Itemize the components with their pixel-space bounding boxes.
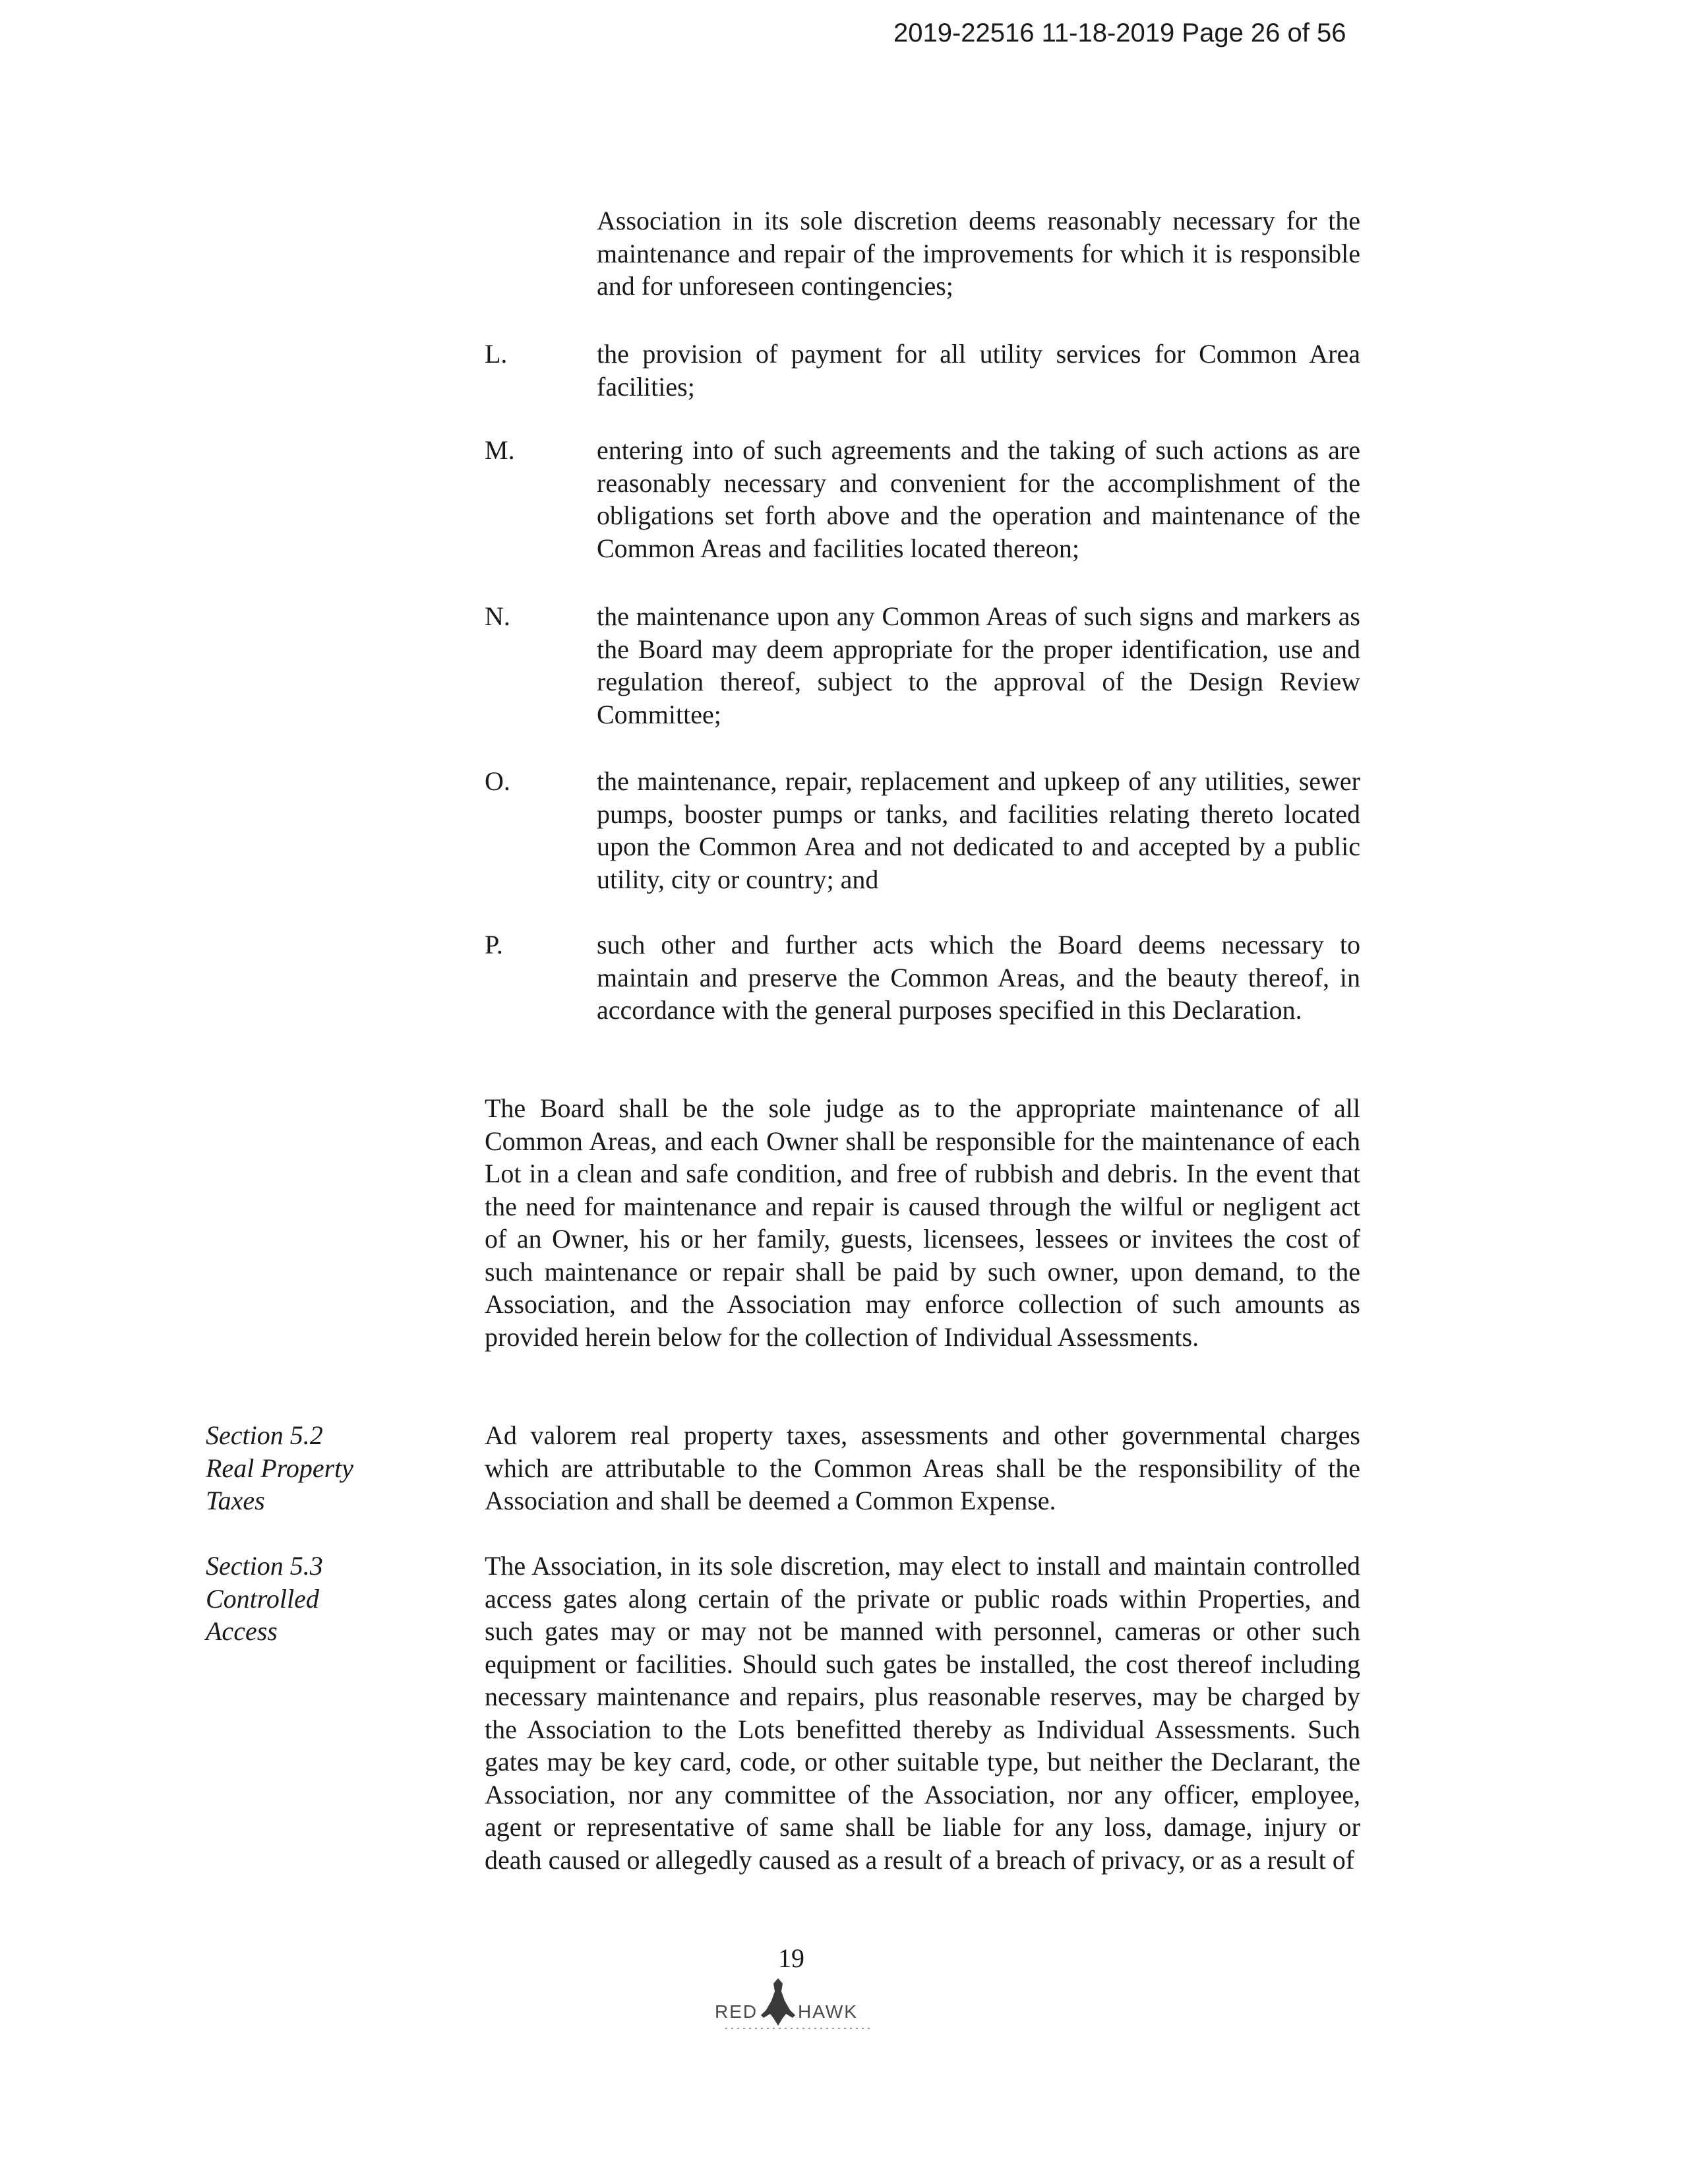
- recording-stamp: 2019-22516 11-18-2019 Page 26 of 56: [893, 18, 1346, 47]
- item-label-m: M.: [485, 435, 515, 465]
- item-label-o: O.: [485, 766, 510, 796]
- item-text-o: the maintenance, repair, replacement and upkeep of any utilities, sewer pumps, booster pumps or tanks, and facilities relating thereto located upon the Common Area and not dedicated to and accepted by a public utility, city or country; and: [597, 766, 1360, 894]
- item-label-p: P.: [485, 930, 503, 959]
- item-text-m: entering into of such agreements and the taking of such actions as are reasonably necessary and convenient for the accomplishment of the obligations set forth above and the operation and maintenance of the Common Areas and facilities located thereon;: [597, 435, 1360, 563]
- item-text-n: the maintenance upon any Common Areas of such signs and markers as the Board may deem appropriate for the proper identification, use and regulation thereof, subject to the approval of the Design Review Committee;: [597, 601, 1360, 729]
- page-number: 19: [778, 1943, 804, 1973]
- section-5-3-heading-line1: Section 5.3: [206, 1551, 323, 1581]
- section-5-2-text: Ad valorem real property taxes, assessments and other governmental charges which are attributable to the Common Areas shall be the responsibility of the Association and shall be deemed a Common Expense.: [485, 1420, 1360, 1515]
- red-hawk-logo: [699, 1977, 897, 2043]
- section-5-3-heading: [206, 1550, 390, 1648]
- item-label-n: N.: [485, 601, 510, 631]
- section-5-2-heading-line3: Taxes: [206, 1486, 265, 1515]
- section-5-2-heading-line1: Section 5.2: [206, 1420, 323, 1450]
- item-text-p: such other and further acts which the Board deems necessary to maintain and preserve the Common Areas, and the beauty thereof, in accordance with the general purposes specified in this Declaration.: [597, 930, 1360, 1025]
- logo-text-hawk: HAWK: [798, 2001, 858, 2022]
- continuation-paragraph: Association in its sole discretion deems reasonably necessary for the maintenance and repair of the improvements for which it is responsible and for unforeseen contingencies;: [597, 206, 1360, 301]
- section-5-3-text: The Association, in its sole discretion, may elect to install and maintain controlled access gates along certain of the private or public roads within Properties, and such gates may or may not be manned with personnel, cameras or other such equipment or facilities. Should such gates be installed, the cost thereof including necessary maintenance and repairs, plus reasonable reserves, may be charged by the Association to the Lots benefitted thereby as Individual Assessments. Such gates may be key card, code, or other suitable type, but neither the Declarant, the Association, nor any committee of the Association, nor any officer, employee, agent or representative of same shall be liable for any loss, damage, injury or death caused or allegedly caused as a result of a breach of privacy, or as a result of: [485, 1551, 1360, 1875]
- section-5-2-heading: [206, 1419, 390, 1517]
- section-5-3-heading-line2: Controlled: [206, 1583, 319, 1614]
- logo-text-red: RED: [715, 2001, 758, 2022]
- section-5-2-heading-line2: Real Property: [206, 1453, 354, 1483]
- board-maintenance-paragraph: The Board shall be the sole judge as to the appropriate maintenance of all Common Areas, and each Owner shall be responsible for the maintenance of each Lot in a clean and safe condition, and free of rubbish and debris. In the event that the need for maintenance and repair is caused through the wilful or negligent act of an Owner, his or her family, guests, licensees, lessees or invitees the cost of such maintenance or repair shall be paid by such owner, upon demand, to the Association, and the Association may enforce collection of such amounts as provided herein below for the collection of Individual Assessments.: [485, 1093, 1360, 1352]
- section-5-3-heading-line3: Access: [206, 1616, 278, 1646]
- item-label-l: L.: [485, 339, 508, 369]
- item-text-l: the provision of payment for all utility services for Common Area facilities;: [597, 339, 1360, 402]
